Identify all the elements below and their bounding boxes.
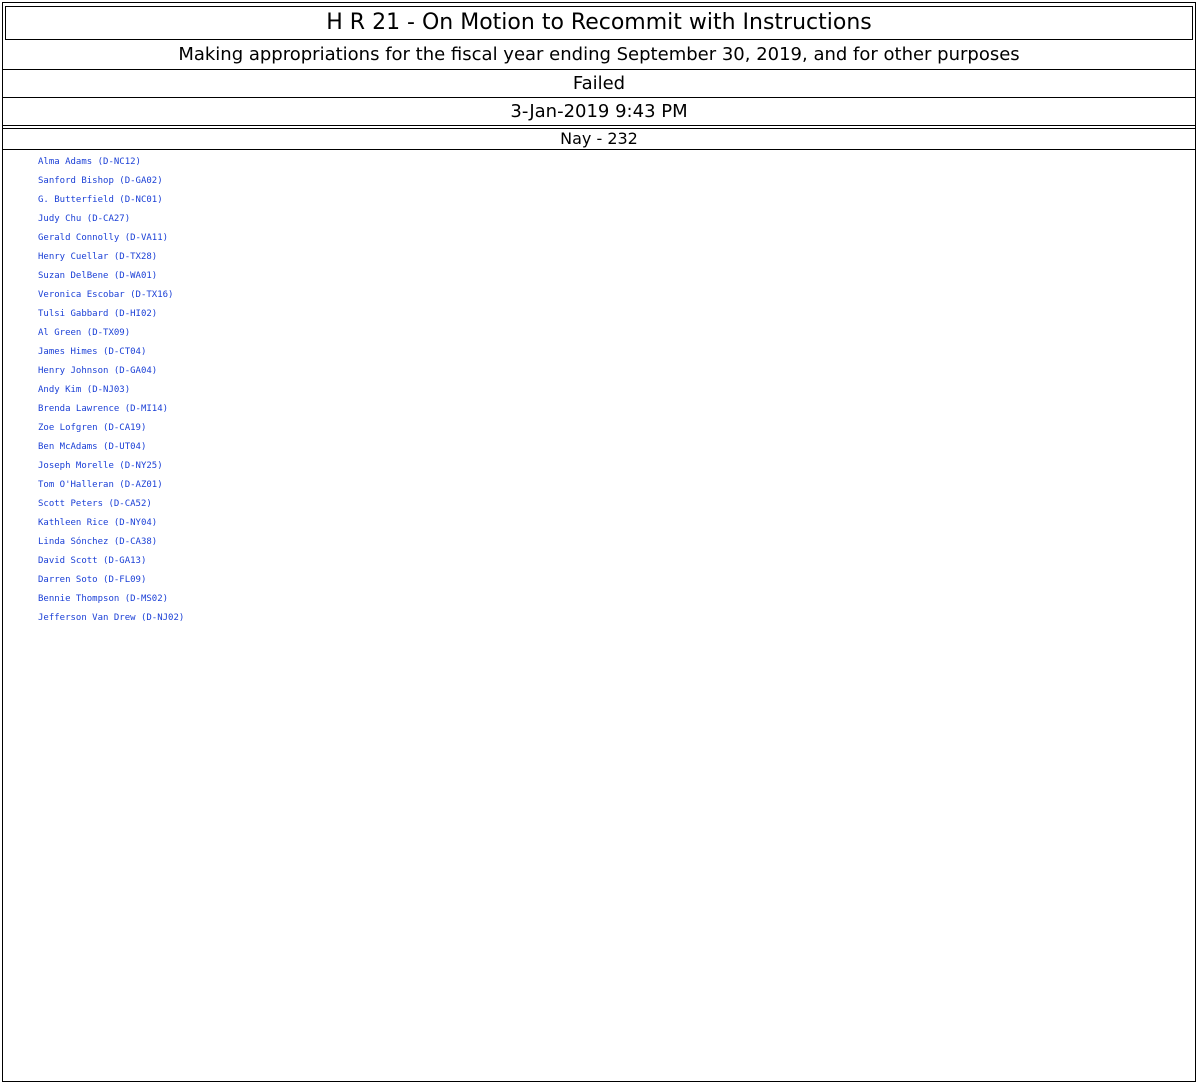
member: Brenda Lawrence (D-MI14) [38, 404, 169, 414]
member: Gerald Connolly (D-VA11) [38, 233, 169, 243]
nay-heading: Nay - 232 [3, 128, 1195, 150]
member: Judy Chu (D-CA27) [38, 214, 131, 224]
member: Linda Sónchez (D-CA38) [38, 537, 158, 547]
member: Al Green (D-TX09) [38, 328, 131, 338]
vote-result: Failed [3, 70, 1195, 98]
member: James Himes (D-CT04) [38, 347, 147, 357]
page-title: H R 21 - On Motion to Recommit with Instructions [326, 10, 872, 35]
member: Henry Cuellar (D-TX28) [38, 252, 158, 262]
member: Suzan DelBene (D-WA01) [38, 271, 158, 281]
member: Tulsi Gabbard (D-HI02) [38, 309, 158, 319]
member: Bennie Thompson (D-MS02) [38, 594, 169, 604]
member: Jefferson Van Drew (D-NJ02) [38, 613, 185, 623]
member: Henry Johnson (D-GA04) [38, 366, 158, 376]
member: Joseph Morelle (D-NY25) [38, 461, 163, 471]
nay-list [0, 156, 1200, 623]
member: Kathleen Rice (D-NY04) [38, 518, 158, 528]
member: Alma Adams (D-NC12) [38, 157, 141, 167]
member: Ben McAdams (D-UT04) [38, 442, 147, 452]
member: Veronica Escobar (D-TX16) [38, 290, 174, 300]
member: Scott Peters (D-CA52) [38, 499, 152, 509]
member: Sanford Bishop (D-GA02) [38, 176, 163, 186]
member: Andy Kim (D-NJ03) [38, 385, 131, 395]
vote-datetime: 3-Jan-2019 9:43 PM [3, 98, 1195, 126]
member: Zoe Lofgren (D-CA19) [38, 423, 147, 433]
member: G. Butterfield (D-NC01) [38, 195, 163, 205]
member: David Scott (D-GA13) [38, 556, 147, 566]
page-subtitle: Making appropriations for the fiscal year ending September 30, 2019, and for other purposes [3, 40, 1195, 70]
member: Tom O'Halleran (D-AZ01) [38, 480, 163, 490]
member: Darren Soto (D-FL09) [38, 575, 147, 585]
